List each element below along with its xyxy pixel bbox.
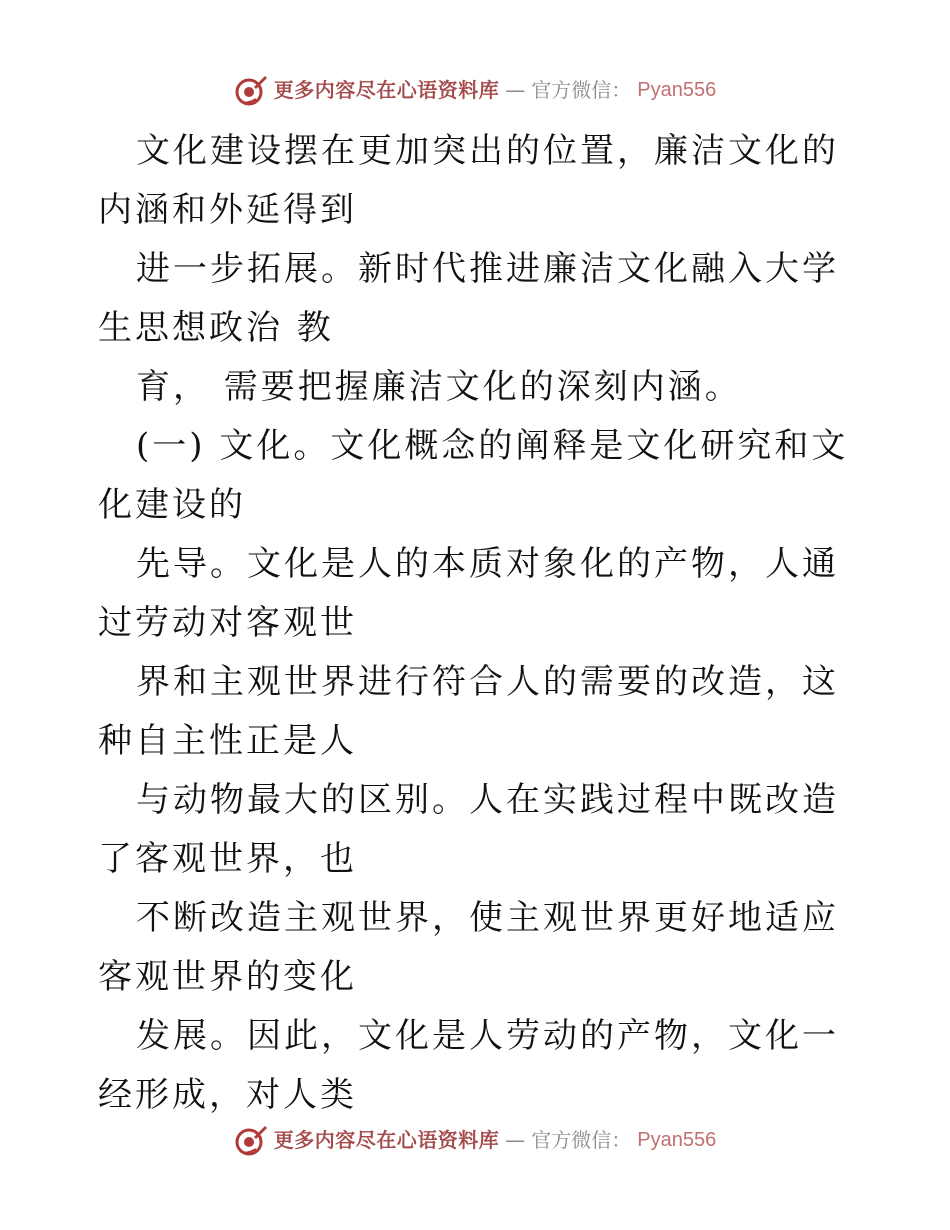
watermark-separator: — <box>505 78 526 102</box>
paragraph: 进一步拓展。新时代推进廉洁文化融入大学生思想政治 教 <box>98 249 839 348</box>
paragraph: 发展。因此，文化是人劳动的产物，文化一经形成，对人类 <box>98 1016 839 1115</box>
watermark-main-text: 更多内容尽在心语资料库 <box>273 78 500 102</box>
watermark-wechat-label: 官方微信： <box>531 78 632 102</box>
watermark-wechat-id: Pyan556 <box>637 1129 717 1151</box>
watermark-wechat-id: Pyan556 <box>637 79 717 101</box>
paragraph: 不断改造主观世界，使主观世界更好地适应客观世界的变化 <box>98 898 839 997</box>
paragraph: 与动物最大的区别。人在实践过程中既改造了客观世界，也 <box>98 780 839 879</box>
pen-logo-icon <box>234 73 268 107</box>
watermark-main-text: 更多内容尽在心语资料库 <box>273 1128 500 1152</box>
footer-watermark <box>0 1122 950 1158</box>
watermark-separator: — <box>505 1128 526 1152</box>
pen-logo-icon <box>234 1123 268 1157</box>
paragraph: 文化建设摆在更加突出的位置，廉洁文化的内涵和外延得到 <box>98 131 839 230</box>
paragraph: 先导。文化是人的本质对象化的产物，人通过劳动对客观世 <box>98 544 839 643</box>
paragraph: 界和主观世界进行符合人的需要的改造，这种自主性正是人 <box>98 662 839 761</box>
document-body <box>98 122 858 1125</box>
watermark-wechat-label: 官方微信： <box>531 1128 632 1152</box>
paragraph: 育， 需要把握廉洁文化的深刻内涵。 <box>136 367 742 407</box>
header-watermark <box>0 72 950 108</box>
paragraph: (一) 文化。文化概念的阐释是文化研究和文化建设的 <box>98 426 849 525</box>
